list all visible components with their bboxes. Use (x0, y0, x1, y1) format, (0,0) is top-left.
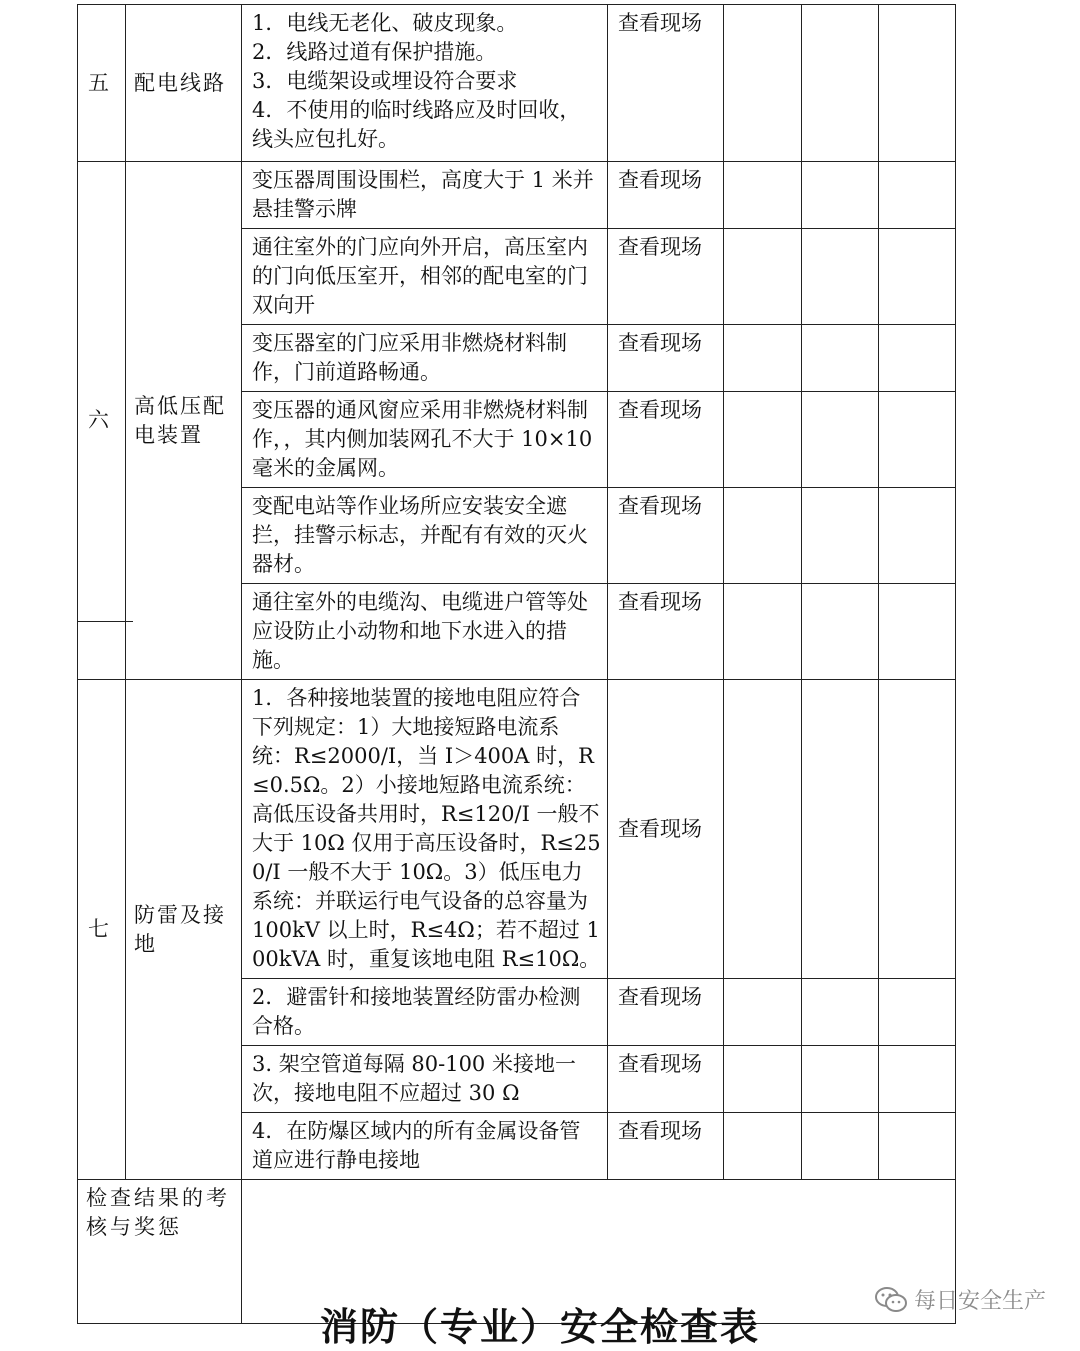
check-item (242, 325, 608, 392)
blank-cell (879, 584, 956, 680)
blank-cell (724, 5, 802, 162)
check-item-line: 3. 架空管道每隔 80-100 米接地一次，接地电阻不应超过 30 Ω (252, 1052, 576, 1105)
table-row (78, 5, 956, 162)
inspection-table (77, 4, 956, 1324)
blank-cell (724, 488, 802, 584)
blank-cell (802, 229, 879, 325)
check-item-line: 通往室外的电缆沟、电缆进户管等处应设防止小动物和地下水进入的措施。 (252, 590, 588, 672)
check-item-line: 变压器的通风窗应采用非燃烧材料制作，，其内侧加装网孔不大于 10×10 毫米的金属网。 (252, 398, 593, 480)
check-method: 查看现场 (608, 680, 724, 979)
check-item-line: 3．电缆架设或埋设符合要求 (252, 69, 518, 93)
blank-cell (802, 392, 879, 488)
blank-cell (724, 162, 802, 229)
check-item-line: 2．线路过道有保护措施。 (252, 40, 497, 64)
result-label: 检查结果的考核与奖惩 (78, 1180, 242, 1324)
check-item-line: 4．在防爆区域内的所有金属设备管道应进行静电接地 (252, 1119, 581, 1172)
check-item-line: 变配电站等作业场所应安装安全遮拦，挂警示标志，并配有有效的灭火器材。 (252, 494, 588, 576)
check-method: 查看现场 (608, 325, 724, 392)
check-item (242, 1046, 608, 1113)
check-method: 查看现场 (608, 488, 724, 584)
check-item (242, 979, 608, 1046)
page-title: 消防（专业）安全检查表 (319, 1304, 760, 1349)
check-method: 查看现场 (608, 229, 724, 325)
blank-cell (879, 392, 956, 488)
section-number: 五 (78, 5, 126, 162)
blank-cell (724, 1046, 802, 1113)
check-method: 查看现场 (608, 1113, 724, 1180)
check-item (242, 584, 608, 680)
check-item-line: 2．避雷针和接地装置经防雷办检测合格。 (252, 985, 581, 1038)
blank-cell (802, 584, 879, 680)
blank-cell (724, 680, 802, 979)
check-method: 查看现场 (608, 1046, 724, 1113)
check-item (242, 162, 608, 229)
blank-cell (802, 325, 879, 392)
blank-cell (724, 229, 802, 325)
check-method: 查看现场 (608, 584, 724, 680)
blank-cell (879, 1046, 956, 1113)
blank-cell (879, 979, 956, 1046)
blank-cell (802, 1113, 879, 1180)
table-row (78, 162, 956, 229)
check-method: 查看现场 (608, 392, 724, 488)
blank-cell (879, 488, 956, 584)
blank-cell (724, 1113, 802, 1180)
check-item (242, 488, 608, 584)
check-item-line: 1．各种接地装置的接地电阻应符合下列规定：1）大地接短路电流系统：R≤2000/I，当 I＞400A 时，R≤0.5Ω。2）小接地短路电流系统：高低压设备共用时，R≤120/I 一般不大于 10Ω 仅用于高压设备时，R≤250/I 一般不大于 10Ω。3）低压电力系统：并联运行电气设备的总容量为 100kV 以上时，R≤4Ω；若不超过 100kVA 时，重复该地电阻 R≤10Ω。 (252, 686, 601, 971)
check-method: 查看现场 (608, 5, 724, 162)
check-item (242, 5, 608, 162)
section-category: 配电线路 (126, 5, 242, 162)
blank-cell (802, 680, 879, 979)
check-item (242, 680, 608, 979)
blank-cell (879, 5, 956, 162)
check-method: 查看现场 (608, 979, 724, 1046)
check-item-line: 通往室外的门应向外开启，高压室内的门向低压室开，相邻的配电室的门双向开 (252, 235, 588, 317)
blank-cell (879, 162, 956, 229)
blank-cell (802, 1046, 879, 1113)
check-item (242, 229, 608, 325)
check-item (242, 392, 608, 488)
check-method: 查看现场 (608, 162, 724, 229)
blank-cell (724, 392, 802, 488)
section-category: 高低压配电装置 (126, 162, 242, 680)
table-row (78, 680, 956, 979)
blank-cell (879, 680, 956, 979)
section-category: 防雷及接地 (126, 680, 242, 1180)
check-item-line: 变压器室的门应采用非燃烧材料制作，门前道路畅通。 (252, 331, 567, 384)
section-number: 七 (78, 680, 126, 1180)
blank-cell (802, 979, 879, 1046)
check-item-line: 1．电线无老化、破皮现象。 (252, 11, 518, 35)
check-item (242, 1113, 608, 1180)
blank-cell (802, 5, 879, 162)
blank-cell (724, 584, 802, 680)
blank-cell (879, 1113, 956, 1180)
check-item-line: 4．不使用的临时线路应及时回收，线头应包扎好。 (252, 98, 581, 151)
blank-cell (724, 325, 802, 392)
watermark-text: 每日安全生产 (913, 1289, 1046, 1314)
check-item-line: 变压器周围设围栏，高度大于 1 米并悬挂警示牌 (252, 168, 594, 221)
blank-cell (724, 979, 802, 1046)
blank-cell (802, 162, 879, 229)
section-number: 六 (78, 162, 126, 680)
blank-cell (802, 488, 879, 584)
blank-cell (879, 325, 956, 392)
divider-line (77, 621, 133, 622)
blank-cell (879, 229, 956, 325)
